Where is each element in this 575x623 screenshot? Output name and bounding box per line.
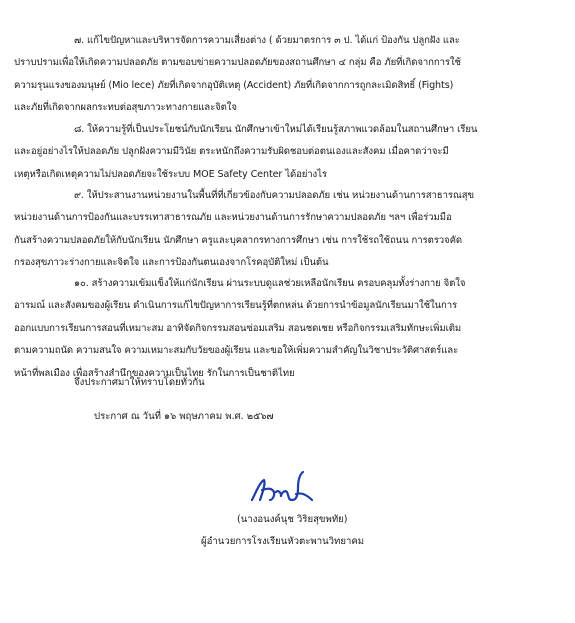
paragraph-line: และอยู่อย่างไรให้ปลอดภัย ปลูกฝังความมีวินัย ตระหนักถึงความรับผิดชอบต่อตนเองและสังคม เมื่อคาดว่าจะมี	[14, 146, 449, 158]
closing-statement: จึงประกาศมาให้ทราบโดยทั่วกัน	[74, 377, 205, 388]
paragraph-item-8	[14, 119, 544, 186]
paragraph-line: ออกแบบการเรียนการสอนที่เหมาะสม อาทิจัดกิจกรรมสอนซ่อมเสริม สอนชดเชย หรือกิจกรรมเสริมทักษะเพิ่มเติม	[14, 322, 462, 334]
paragraph-line: ปราบปรามเพื่อให้เกิดความปลอดภัย ตามขอบข่ายความปลอดภัยของสถานศึกษา ๔ กลุ่ม คือ ภัยที่เกิดจากการใช้	[14, 57, 461, 69]
paragraph-line: อารมณ์ และสังคมของผู้เรียน ดำเนินการแก้ไขปัญหาการเรียนรู้ที่ตกหล่น ด้วยการนำข้อมูลนักเรียนมาใช้ในการ	[14, 300, 458, 312]
paragraph-line: เหตุหรือเกิดเหตุความไม่ปลอดภัยจะใช้ระบบ MOE Safety Center ได้อย่างไร	[14, 168, 327, 180]
paragraph-item-9	[14, 185, 544, 275]
paragraph-line: กรองสุขภาวะร่างกายและจิตใจ และการป้องกันตนเองจากโรคอุบัติใหม่ เป็นต้น	[14, 257, 329, 269]
signer-position: ผู้อำนวยการโรงเรียนหัวตะพานวิทยาคม	[201, 536, 365, 547]
paragraph-item-7	[14, 30, 544, 120]
paragraph-line: ตามความถนัด ความสนใจ ความเหมาะสมกับวัยของผู้เรียน และขอให้เพิ่มความสำคัญในวิชาประวัติศาสตร์และ	[14, 345, 459, 357]
paragraph-line: ๑๐. สร้างความเข้มแข็งให้แก่นักเรียน ผ่านระบบดูแลช่วยเหลือนักเรียน ครอบคลุมทั้งร่างกาย จิตใจ	[74, 278, 466, 289]
paragraph-line: ความรุนแรงของมนุษย์ (Mio lece) ภัยที่เกิดจากอุบัติเหตุ (Accident) ภัยที่เกิดจากการถูกละเมิดสิทธิ์ (Fights)	[14, 79, 454, 91]
paragraph-line: หน้าที่พลเมือง เพื่อสร้างสำนึกของความเป็นไทย รักในการเป็นชาติไทย	[14, 367, 295, 379]
signer-name: (นางอนงค์นุช วิริยสุขพทัย)	[237, 514, 348, 525]
announcement-date: ประกาศ ณ วันที่ ๑๖ พฤษภาคม พ.ศ. ๒๕๖๗	[94, 411, 274, 422]
paragraph-line: ๙. ให้ประสานงานหน่วยงานในพื้นที่ที่เกี่ยวข้องกับความปลอดภัย เช่น หน่วยงานด้านการสาธารณสุข	[74, 190, 474, 201]
handwritten-signature	[248, 470, 318, 510]
paragraph-line: ๘. ให้ความรู้ที่เป็นประโยชน์กับนักเรียน นักศึกษาเข้าใหม่ได้เรียนรู้สภาพแวดล้อมในสถานศึกษา เรียน	[74, 124, 478, 135]
paragraph-line: และภัยที่เกิดจากผลกระทบต่อสุขภาวะทางกายและจิตใจ	[14, 102, 237, 114]
paragraph-line: ๗. แก้ไขปัญหาและบริหารจัดการความเสี่ยงต่าง ( ด้วยมาตรการ ๓ ป. ได้แก่ ป้องกัน ปลูกฝัง และ	[74, 35, 460, 46]
paragraph-line: หน่วยงานด้านการป้องกันและบรรเทาสาธารณภัย และหน่วยงานด้านการรักษาความปลอดภัย ฯลฯ เพื่อร่วมมือ	[14, 212, 452, 224]
paragraph-item-10	[14, 273, 544, 385]
paragraph-line: กันสร้างความปลอดภัยให้กับนักเรียน นักศึกษา ครูและบุคลากรทางการศึกษา เช่น การใช้รถใช้ถนน การตรวจคัด	[14, 234, 463, 246]
